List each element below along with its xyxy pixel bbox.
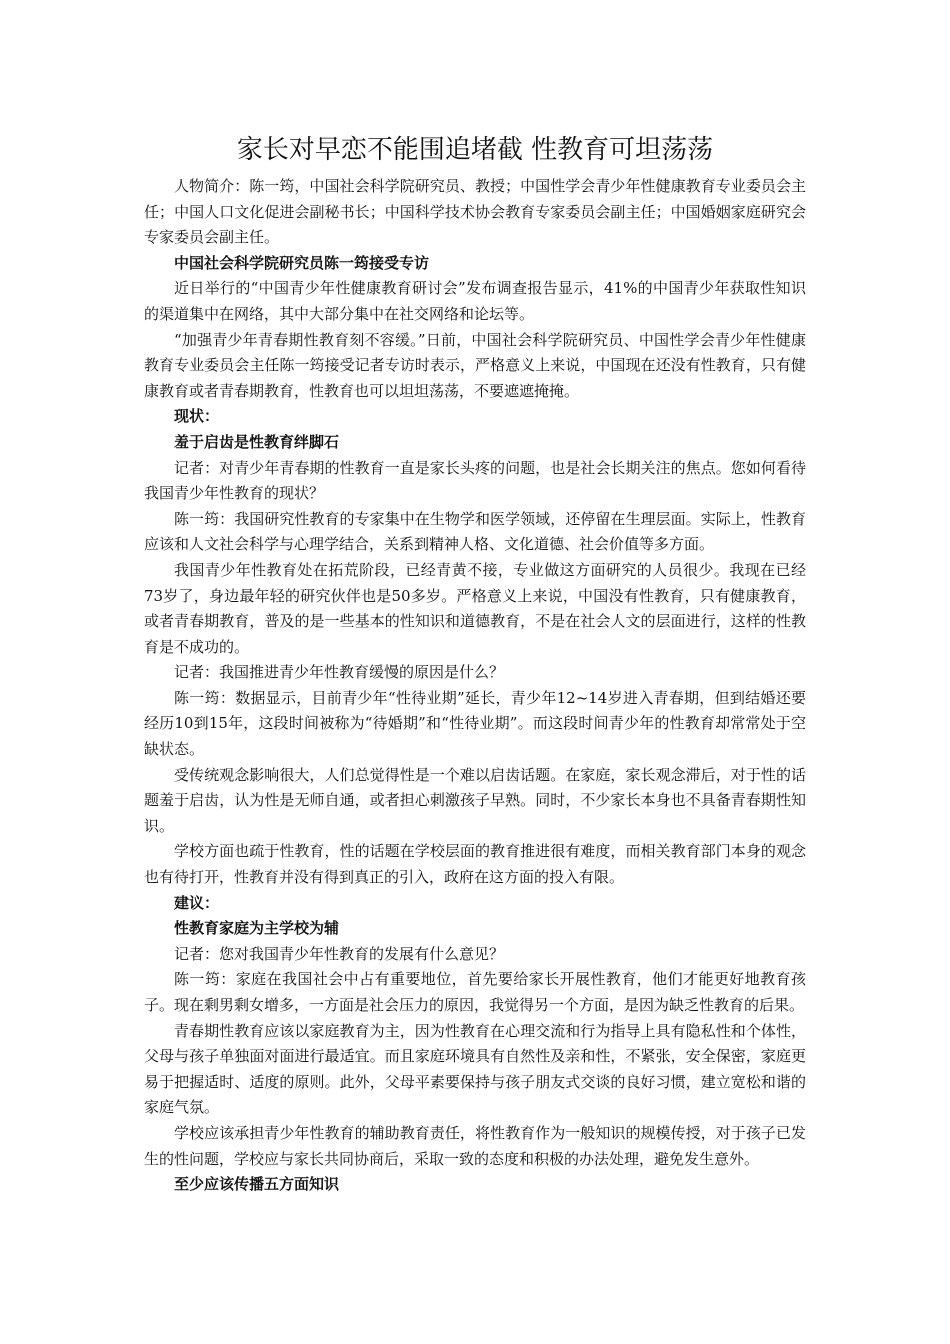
paragraph: 记者：您对我国青少年性教育的发展有什么意见？: [174, 944, 505, 963]
section-heading-status: 现状：: [174, 407, 220, 426]
paragraph: 近日举行的“中国青少年性健康教育研讨会”发布调查报告显示，41%的中国青少年获取性知识的渠道集中在网络，其中大部分集中在社交网络和论坛等。: [144, 279, 806, 323]
document-page: [144, 126, 806, 1198]
paragraph: 青春期性教育应该以家庭教育为主，因为性教育在心理交流和行为指导上具有隐私性和个体性，父母与孩子单独面对面进行最适宜。而且家庭环境具有自然性及亲和性，不紧张，安全保密，家庭更易于把握适时、适度的原则。此外，父母平素要保持与孩子朋友式交谈的良好习惯，建立宽松和谐的家庭气氛。: [144, 1021, 806, 1117]
paragraph: 陈一筠：数据显示，目前青少年“性待业期”延长，青少年12~14岁进入青春期，但到结婚还要经历10到15年，这段时间被称为“待婚期”和“性待业期”。而这段时间青少年的性教育却常常处于空缺状态。: [144, 688, 806, 759]
section-subtitle-interview: 中国社会科学院研究员陈一筠接受专访: [174, 253, 430, 272]
paragraph: 陈一筠：家庭在我国社会中占有重要地位，首先要给家长开展性教育，他们才能更好地教育孩子。现在剩男剩女增多，一方面是社会压力的原因，我觉得另一个方面，是因为缺乏性教育的后果。: [144, 970, 806, 1014]
section-subheading: 性教育家庭为主学校为辅: [174, 919, 340, 938]
paragraph: 陈一筠：我国研究性教育的专家集中在生物学和医学领域，还停留在生理层面。实际上，性教育应该和人文社会科学与心理学结合，关系到精神人格、文化道德、社会价值等多方面。: [144, 509, 806, 554]
paragraph: 学校应该承担青少年性教育的辅助教育责任，将性教育作为一般知识的规模传授，对于孩子已发生的性问题，学校应与家长共同协商后，采取一致的态度和积极的办法处理，避免发生意外。: [144, 1123, 806, 1168]
section-heading-suggestion: 建议：: [174, 893, 220, 912]
paragraph: 记者：我国推进青少年性教育缓慢的原因是什么？: [174, 663, 505, 682]
paragraph: 我国青少年性教育处在拓荒阶段，已经青黄不接，专业做这方面研究的人员很少。我现在已经73岁了，身边最年轻的研究伙伴也是50多岁。严格意义上来说，中国没有性教育，只有健康教育，或者青春期教育，普及的是一些基本的性知识和道德教育，不是在社会人文的层面进行，这样的性教育是不成功的。: [144, 560, 806, 656]
paragraph: 受传统观念影响很大，人们总觉得性是一个难以启齿话题。在家庭，家长观念滞后，对于性的话题羞于启齿，认为性是无师自通，或者担心刺激孩子早熟。同时，不少家长本身也不具备青春期性知识。: [144, 765, 806, 835]
section-subheading: 至少应该传播五方面知识: [174, 1175, 340, 1194]
section-subheading: 羞于启齿是性教育绊脚石: [174, 432, 340, 451]
paragraph-profile: 人物简介：陈一筠，中国社会科学院研究员、教授；中国性学会青少年性健康教育专业委员会主任；中国人口文化促进会副秘书长；中国科学技术协会教育专家委员会副主任；中国婚姻家庭研究会专家委员会副主任。: [144, 177, 806, 247]
paragraph: “加强青少年青春期性教育刻不容缓。”日前，中国社会科学院研究员、中国性学会青少年性健康教育专业委员会主任陈一筠接受记者专访时表示，严格意义上来说，中国现在还没有性教育，只有健康教育或者青春期教育，性教育也可以坦坦荡荡，不要遮遮掩掩。: [144, 330, 806, 400]
paragraph: 记者：对青少年青春期的性教育一直是家长头疼的问题，也是社会长期关注的焦点。您如何看待我国青少年性教育的现状？: [144, 458, 806, 503]
paragraph: 学校方面也疏于性教育，性的话题在学校层面的教育推进很有难度，而相关教育部门本身的观念也有待打开，性教育并没有得到真正的引入，政府在这方面的投入有限。: [144, 842, 806, 887]
document-title: 家长对早恋不能围追堵截 性教育可坦荡荡: [236, 135, 714, 165]
